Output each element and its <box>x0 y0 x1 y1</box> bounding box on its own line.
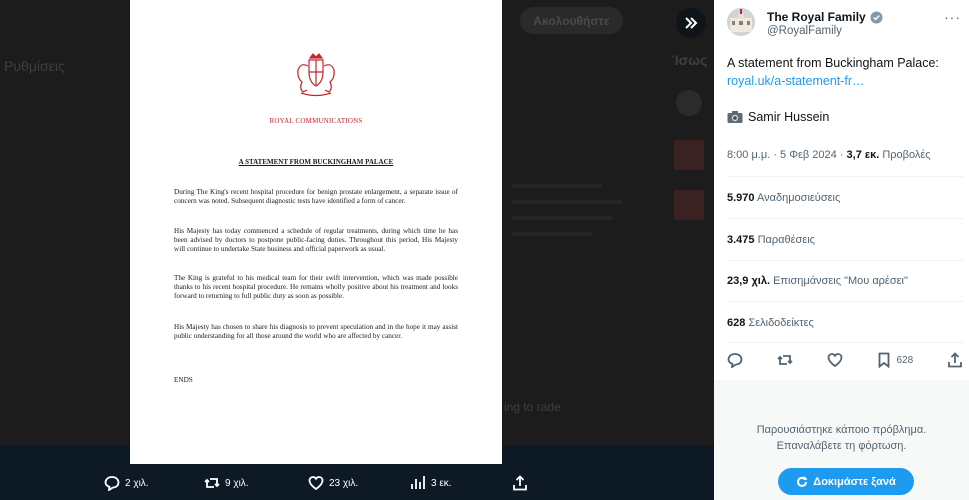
divider <box>727 301 963 302</box>
verified-badge-icon <box>870 11 883 24</box>
timestamp-text: 8:00 μ.μ. · 5 Φεβ 2024 · <box>727 149 847 161</box>
quotes-stat[interactable] <box>727 234 815 246</box>
repost-icon <box>204 475 220 491</box>
more-options-icon[interactable]: ··· <box>944 9 961 25</box>
repost-icon <box>777 352 793 368</box>
views-total: 3,7 εκ. <box>846 149 880 161</box>
stat-label: Αναδημοσιεύσεις <box>754 192 841 204</box>
display-name[interactable] <box>767 10 883 24</box>
background-follow-button: Ακολουθήστε <box>520 7 623 34</box>
background-line <box>512 184 602 188</box>
error-line: Επαναλάβετε τη φόρτωση. <box>776 440 907 452</box>
user-handle[interactable]: @RoyalFamily <box>767 25 842 37</box>
background-avatar <box>674 190 704 220</box>
statement-image <box>130 0 502 464</box>
tweet-link[interactable]: royal.uk/a-statement-fr… <box>727 74 865 88</box>
error-line: Παρουσιάστηκε κάποιο πρόβλημα. <box>756 424 927 436</box>
bookmarks-stat[interactable] <box>727 317 814 329</box>
royal-crest-icon <box>293 52 339 98</box>
reply-icon <box>104 475 120 491</box>
divider <box>727 218 963 219</box>
statement-title: A STATEMENT FROM BUCKINGHAM PALACE <box>238 158 394 166</box>
tweet-timestamp[interactable] <box>727 149 931 161</box>
stat-label: Επισημάνσεις "Μου αρέσει" <box>770 275 908 287</box>
error-message <box>714 422 969 454</box>
tweet-detail-panel <box>714 0 969 500</box>
share-icon <box>512 475 528 491</box>
reply-icon <box>727 352 743 368</box>
like-button[interactable] <box>827 352 843 368</box>
views-count: 3 εκ. <box>431 477 452 489</box>
royal-communications-header: ROYAL COMMUNICATIONS <box>269 117 363 125</box>
share-button[interactable] <box>947 352 963 368</box>
photo-credit-name: Samir Hussein <box>748 110 830 124</box>
bookmark-button[interactable] <box>876 352 913 368</box>
retry-button[interactable] <box>778 468 914 495</box>
likes-stat[interactable] <box>727 275 908 287</box>
double-chevron-right-icon <box>683 15 699 31</box>
camera-icon <box>727 110 743 124</box>
reply-count: 2 χιλ. <box>125 477 149 489</box>
repost-count: 9 χιλ. <box>225 477 249 489</box>
background-avatar <box>676 90 702 116</box>
heart-icon <box>308 475 324 491</box>
stat-value: 3.475 <box>727 234 755 246</box>
heart-icon <box>827 352 843 368</box>
statement-paragraph: His Majesty has chosen to share his diagnosis to prevent speculation and in the hope it may assist public understanding for all those around the world who are affected by cancer. <box>174 323 458 341</box>
share-icon <box>947 352 963 368</box>
background-line <box>512 216 612 220</box>
analytics-icon <box>410 475 426 491</box>
display-name-text: The Royal Family <box>767 10 866 24</box>
like-count: 23 χιλ. <box>329 477 359 489</box>
avatar[interactable] <box>727 8 755 36</box>
bookmark-icon <box>876 352 892 368</box>
reply-action[interactable] <box>104 475 149 491</box>
stat-value: 628 <box>727 317 746 329</box>
photo-credit <box>727 110 829 124</box>
palace-avatar-icon <box>727 8 755 36</box>
stat-label: Παραθέσεις <box>754 234 815 246</box>
stat-value: 5.970 <box>727 192 755 204</box>
tweet-body: A statement from Buckingham Palace: <box>727 56 939 70</box>
divider <box>727 260 963 261</box>
statement-paragraph: His Majesty has today commenced a schedule of regular treatments, during which time he has been advised by doctors to postpone public-facing duties. Throughout this period, His Majesty will continue to undertake State business and official paperwork as usual. <box>174 227 458 254</box>
statement-paragraph: During The King's recent hospital procedure for benign prostate enlargement, a separate issue of concern was noted. Subsequent diagnostic tests have identified a form of cancer. <box>174 188 458 206</box>
divider <box>727 342 963 343</box>
stat-value: 23,9 χιλ. <box>727 275 771 287</box>
background-line <box>512 200 622 204</box>
background-side-heading: Ίσως <box>672 52 708 68</box>
repost-action[interactable] <box>204 475 249 491</box>
reposts-stat[interactable] <box>727 192 840 204</box>
tweet-actions <box>727 352 963 368</box>
views-action[interactable] <box>410 475 452 491</box>
retry-label: Δοκιμάστε ξανά <box>813 475 896 488</box>
repost-button[interactable] <box>777 352 793 368</box>
background-settings-label: Ρυθμίσεις <box>4 58 65 74</box>
divider <box>727 176 963 177</box>
bookmark-count: 628 <box>896 354 914 366</box>
refresh-icon <box>796 476 808 488</box>
tweet-text <box>727 54 963 90</box>
background-avatar <box>674 140 704 170</box>
views-label: Προβολές <box>879 149 931 161</box>
share-action[interactable] <box>512 475 528 491</box>
reply-button[interactable] <box>727 352 743 368</box>
background-snippet: ing to rade <box>504 400 561 414</box>
like-action[interactable] <box>308 475 358 491</box>
expand-panel-button[interactable] <box>676 8 706 38</box>
background-line <box>512 232 592 236</box>
statement-ends: ENDS <box>174 376 193 384</box>
statement-paragraph: The King is grateful to his medical team for their swift intervention, which was made possible thanks to his recent hospital procedure. He remains wholly positive about his treatment and looks forward to returning to full public duty as soon as possible. <box>174 274 458 301</box>
stat-label: Σελιδοδείκτες <box>745 317 814 329</box>
